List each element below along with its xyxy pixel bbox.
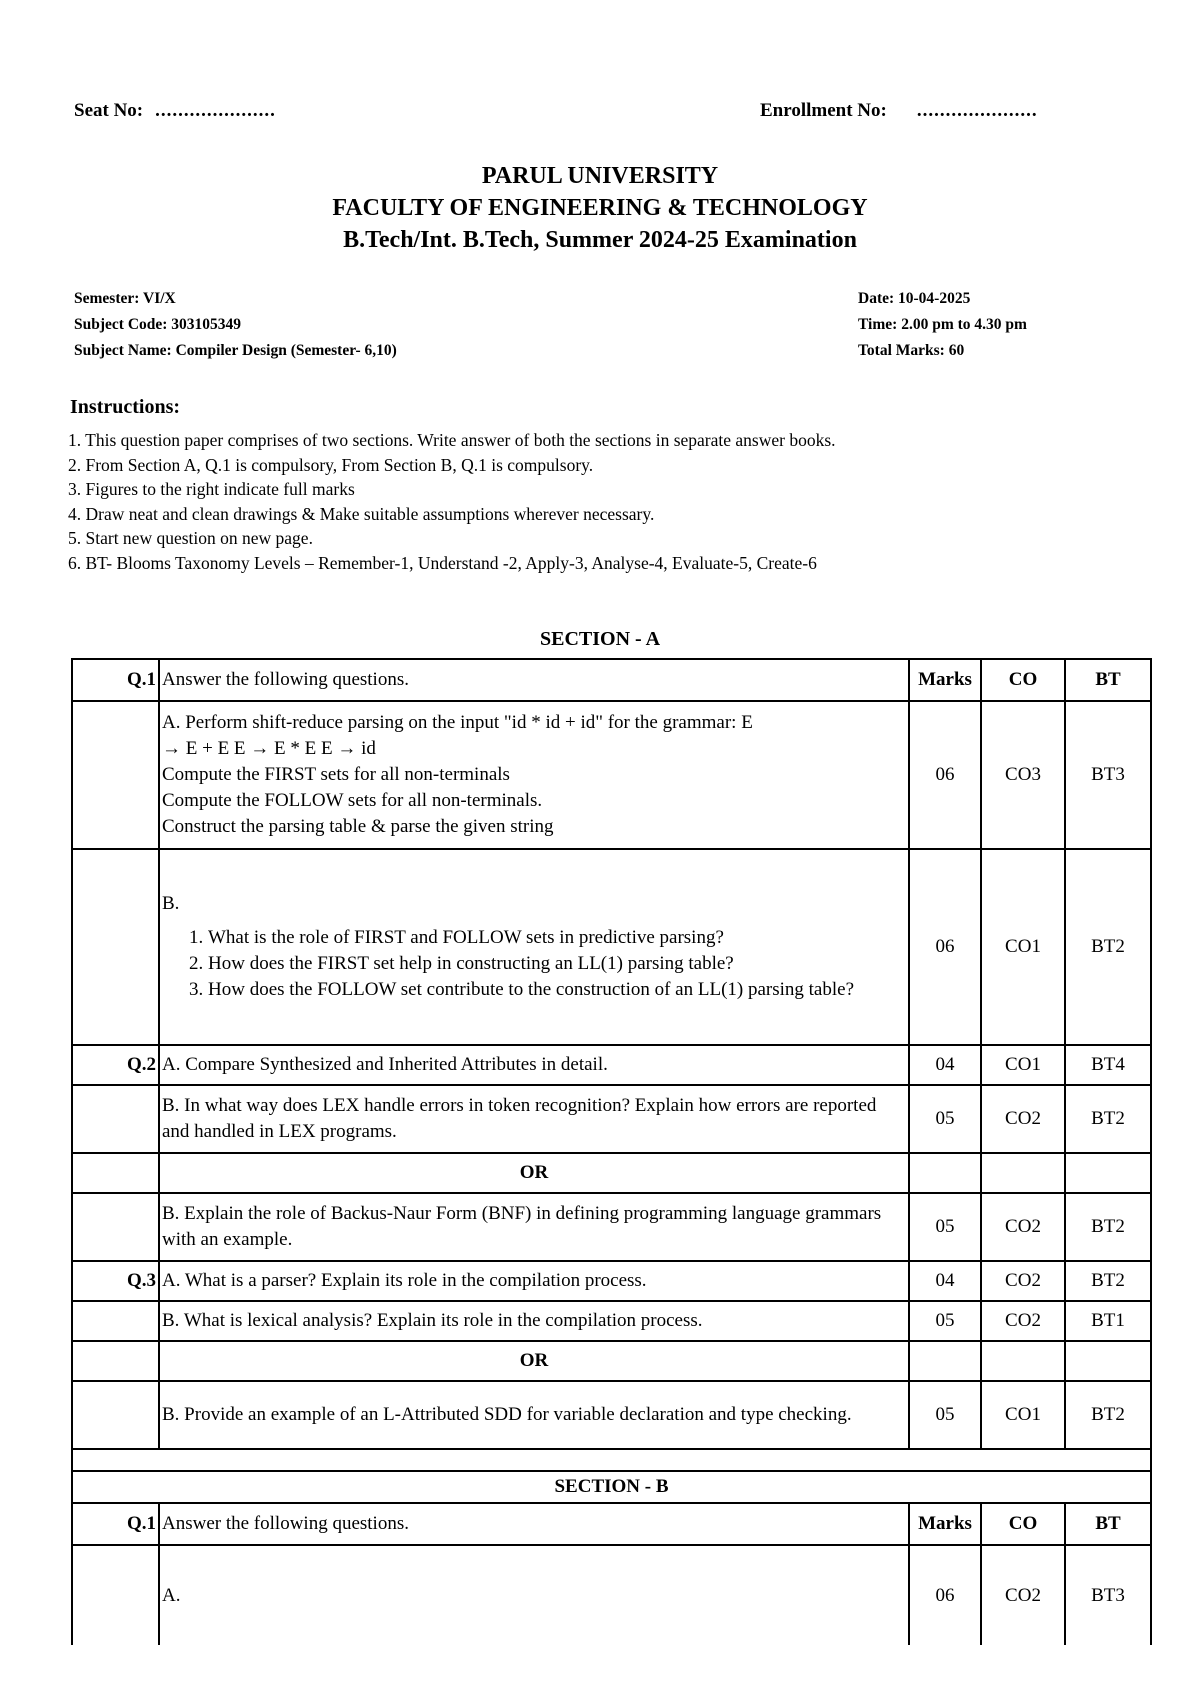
- question-table: [71, 658, 1152, 1645]
- sub-question: 2. How does the FIRST set help in constructing an LL(1) parsing table?: [208, 951, 906, 977]
- table-row: [72, 1381, 1151, 1449]
- instruction-item: 6. BT- Blooms Taxonomy Levels – Remember-1, Understand -2, Apply-3, Analyse-4, Evaluate-5, Create-6: [68, 552, 817, 573]
- marks: 05: [909, 1301, 981, 1341]
- enrollment-label: Enrollment No:: [760, 100, 887, 121]
- marks: 05: [909, 1381, 981, 1449]
- or-row: [72, 1341, 1151, 1381]
- course-outcome: CO2: [981, 1261, 1065, 1301]
- course-outcome: CO2: [981, 1193, 1065, 1261]
- blooms-level: BT2: [1065, 1193, 1151, 1261]
- question-line: A. Perform shift-reduce parsing on the input "id * id + id" for the grammar: E: [162, 712, 753, 733]
- section-b-title-row: [72, 1471, 1151, 1503]
- seat-label: Seat No:: [74, 100, 144, 121]
- exam-meta-left: [74, 286, 397, 364]
- question-number: Q.2: [72, 1045, 159, 1085]
- question-line: Compute the FIRST sets for all non-terminals: [162, 764, 510, 785]
- question-number: [72, 701, 159, 849]
- blooms-level: BT4: [1065, 1045, 1151, 1085]
- semester: Semester: VI/X: [74, 290, 176, 307]
- marks: 05: [909, 1193, 981, 1261]
- seat-number: [74, 100, 276, 122]
- marks: 05: [909, 1085, 981, 1153]
- instructions-heading: Instructions:: [70, 396, 181, 418]
- question-text: B. In what way does LEX handle errors in token recognition? Explain how errors are reported and handled in LEX programs.: [159, 1085, 909, 1153]
- subject-name: Subject Name: Compiler Design (Semester- 6,10): [74, 342, 397, 359]
- question-number: [72, 1301, 159, 1341]
- blooms-level: BT3: [1065, 701, 1151, 849]
- question-number: [72, 1193, 159, 1261]
- table-row: [72, 1261, 1151, 1301]
- blooms-level: BT2: [1065, 1261, 1151, 1301]
- question-number: [72, 849, 159, 1045]
- marks: 04: [909, 1261, 981, 1301]
- marks: 06: [909, 701, 981, 849]
- marks: 06: [909, 1545, 981, 1645]
- sub-question: 3. How does the FOLLOW set contribute to the construction of an LL(1) parsing table?: [208, 977, 906, 1003]
- question-text: Answer the following questions.: [159, 659, 909, 701]
- course-outcome: [981, 1341, 1065, 1381]
- course-outcome: CO2: [981, 1301, 1065, 1341]
- question-text: A.: [159, 1545, 909, 1645]
- course-outcome: CO1: [981, 1045, 1065, 1085]
- section-a-title: SECTION - A: [539, 628, 661, 650]
- total-marks: Total Marks: 60: [858, 342, 965, 359]
- table-header-row: [72, 659, 1151, 701]
- question-label: B.: [162, 893, 180, 914]
- question-text: A. Compare Synthesized and Inherited Attributes in detail.: [159, 1045, 909, 1085]
- course-outcome: CO3: [981, 701, 1065, 849]
- blooms-level: BT2: [1065, 1085, 1151, 1153]
- course-outcome: [981, 1153, 1065, 1193]
- seat-value: .....................: [155, 100, 276, 121]
- table-header-row: [72, 1503, 1151, 1545]
- instruction-item: 5. Start new question on new page.: [68, 528, 313, 548]
- or-separator: OR: [159, 1153, 909, 1193]
- marks: [909, 1153, 981, 1193]
- question-number: [72, 1085, 159, 1153]
- or-separator: OR: [159, 1341, 909, 1381]
- question-text: [159, 701, 909, 849]
- faculty-title: FACULTY OF ENGINEERING & TECHNOLOGY: [332, 195, 868, 221]
- marks-header: Marks: [909, 659, 981, 701]
- blooms-level: [1065, 1341, 1151, 1381]
- question-number: Q.3: [72, 1261, 159, 1301]
- bt-header: BT: [1065, 1503, 1151, 1545]
- question-number: [72, 1153, 159, 1193]
- enrollment-value: .....................: [916, 100, 1038, 121]
- sub-question: 1. What is the role of FIRST and FOLLOW sets in predictive parsing?: [208, 925, 906, 951]
- exam-meta-right: [858, 286, 1027, 364]
- subject-code: Subject Code: 303105349: [74, 316, 242, 333]
- exam-title: B.Tech/Int. B.Tech, Summer 2024-25 Examination: [343, 227, 857, 253]
- question-number: [72, 1341, 159, 1381]
- marks-header: Marks: [909, 1503, 981, 1545]
- blooms-level: BT1: [1065, 1301, 1151, 1341]
- marks: [909, 1341, 981, 1381]
- course-outcome: CO2: [981, 1545, 1065, 1645]
- instruction-item: 2. From Section A, Q.1 is compulsory, From Section B, Q.1 is compulsory.: [68, 454, 594, 475]
- question-number: Q.1: [72, 659, 159, 701]
- instruction-item: 1. This question paper comprises of two sections. Write answer of both the sections in separate answer books.: [68, 430, 836, 450]
- enrollment-number: [760, 100, 1038, 122]
- table-row: [72, 1085, 1151, 1153]
- blooms-level: BT2: [1065, 1381, 1151, 1449]
- blooms-level: [1065, 1153, 1151, 1193]
- table-row: [72, 849, 1151, 1045]
- exam-time: Time: 2.00 pm to 4.30 pm: [858, 316, 1027, 333]
- question-text: Answer the following questions.: [159, 1503, 909, 1545]
- question-number: [72, 1381, 159, 1449]
- instruction-item: 4. Draw neat and clean drawings & Make suitable assumptions wherever necessary.: [68, 503, 655, 524]
- instruction-item: 3. Figures to the right indicate full marks: [68, 479, 355, 499]
- marks: 04: [909, 1045, 981, 1085]
- blooms-level: BT2: [1065, 849, 1151, 1045]
- co-header: CO: [981, 659, 1065, 701]
- question-number: Q.1: [72, 1503, 159, 1545]
- table-row: [72, 1045, 1151, 1085]
- spacer-cell: [72, 1449, 1151, 1471]
- course-outcome: CO2: [981, 1085, 1065, 1153]
- table-row: [72, 1301, 1151, 1341]
- question-line: Compute the FOLLOW sets for all non-terminals.: [162, 790, 543, 811]
- bt-header: BT: [1065, 659, 1151, 701]
- course-outcome: CO1: [981, 1381, 1065, 1449]
- table-row: [72, 701, 1151, 849]
- question-line: Construct the parsing table & parse the given string: [162, 816, 554, 837]
- university-title: PARUL UNIVERSITY: [481, 163, 719, 189]
- exam-date: Date: 10-04-2025: [858, 290, 971, 307]
- or-row: [72, 1153, 1151, 1193]
- spacer-row: [72, 1449, 1151, 1471]
- question-text: B. What is lexical analysis? Explain its role in the compilation process.: [159, 1301, 909, 1341]
- instructions-list: [68, 428, 836, 575]
- course-outcome: CO1: [981, 849, 1065, 1045]
- question-text: [159, 849, 909, 1045]
- section-b-title: SECTION - B: [72, 1471, 1151, 1503]
- co-header: CO: [981, 1503, 1065, 1545]
- table-row: [72, 1545, 1151, 1645]
- question-text: B. Provide an example of an L-Attributed SDD for variable declaration and type checking.: [159, 1381, 909, 1449]
- question-number: [72, 1545, 159, 1645]
- table-row: [72, 1193, 1151, 1261]
- sub-question-list: [162, 925, 906, 1003]
- marks: 06: [909, 849, 981, 1045]
- blooms-level: BT3: [1065, 1545, 1151, 1645]
- question-line: → E + E E → E * E E → id: [162, 738, 376, 759]
- question-text: B. Explain the role of Backus-Naur Form (BNF) in defining programming language grammars with an example.: [159, 1193, 909, 1261]
- question-text: A. What is a parser? Explain its role in the compilation process.: [159, 1261, 909, 1301]
